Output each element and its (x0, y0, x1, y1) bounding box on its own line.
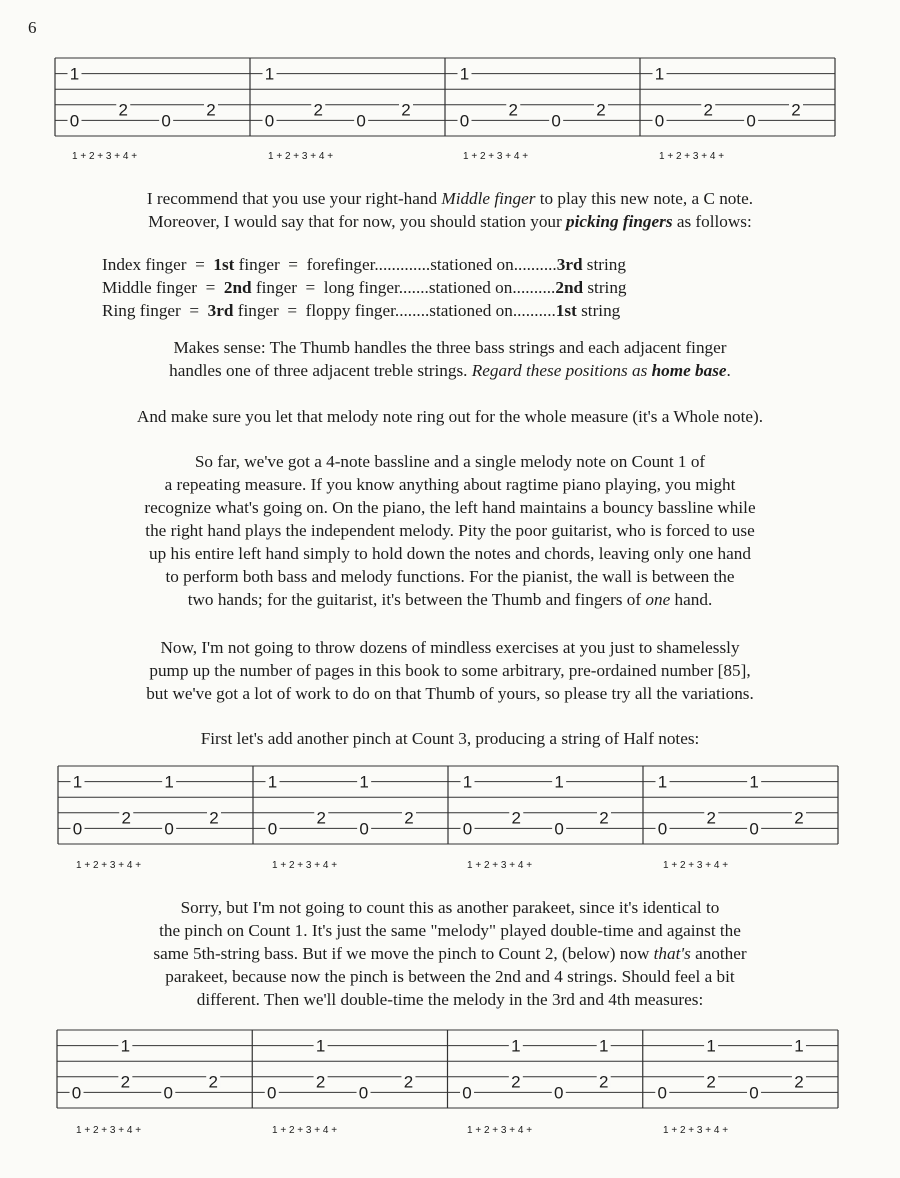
tab-fret-number: 1 (120, 1036, 131, 1056)
tab-fret-number: 1 (511, 1036, 521, 1056)
makes-sense-paragraph: Makes sense: The Thumb handles the three bass strings and each adjacent finger handles one of three adjacent treble strings. Regard these positions as home base. (169, 338, 731, 380)
tab-fret-number: 1 (164, 772, 174, 792)
tab-fret-number: 1 (359, 772, 369, 792)
tab-fret-number: 2 (118, 100, 128, 120)
tab-fret-number: 2 (706, 808, 716, 828)
tab-fret-number: 0 (654, 111, 665, 131)
count-label: 1 + 2 + 3 + 4 + (467, 860, 533, 871)
tab-fret-number: 2 (794, 808, 804, 828)
tab-fret-number: 1 (598, 1036, 609, 1056)
tab-fret-number: 2 (208, 1072, 218, 1092)
tab-fret-number: 2 (703, 100, 713, 120)
tab-fret-number: 2 (316, 808, 326, 828)
count-label: 1 + 2 + 3 + 4 + (659, 151, 725, 162)
count-label: 1 + 2 + 3 + 4 + (76, 860, 142, 871)
tab-fret-number: 2 (401, 100, 411, 120)
tab-fret-number: 0 (657, 819, 668, 839)
tab-fret-number: 0 (161, 111, 171, 131)
tab-fret-number: 1 (749, 772, 759, 792)
tab-fret-number: 1 (794, 1036, 804, 1056)
so-far-paragraph: So far, we've got a 4-note bassline and a single melody note on Count 1 of a repeating measure. If you know anything about ragtime piano playing, you might recognize what's going on. On the piano, the left hand maintains a bouncy bassline while the right hand plays the independent melody. Pity the poor guitarist, who is forced to use up his entire left hand simply to hold down the notes and chords, leaving only one hand to perform both bass and melody functions. For the pianist, the wall is between the two hands; for the guitarist, it's between the Thumb and fingers of one hand. (144, 452, 756, 609)
tab-fret-number: 1 (267, 772, 278, 792)
tab-fret-number: 2 (511, 1072, 521, 1092)
text: Moreover, I would say that for now, you should station your (148, 212, 567, 231)
tab-fret-number: 2 (706, 1072, 716, 1092)
count-label: 1 + 2 + 3 + 4 + (272, 1125, 338, 1136)
count-row-1 (0, 151, 900, 167)
count-label: 1 + 2 + 3 + 4 + (663, 1125, 729, 1136)
tab-fret-number: 0 (69, 111, 80, 131)
tab-fret-number: 2 (120, 1072, 131, 1092)
finger-row: Middle finger = 2nd finger = long finger.......stationed on..........2nd string (102, 278, 627, 297)
tab-fret-number: 0 (264, 111, 275, 131)
ring-out-paragraph: And make sure you let that melody note ring out for the whole measure (it's a Whole note). (136, 407, 764, 426)
tab-fret-number: 0 (551, 111, 561, 131)
tab-fret-number: 2 (508, 100, 518, 120)
tab-fret-number: 0 (164, 819, 174, 839)
tab-fret-number: 2 (598, 1072, 609, 1092)
tab-fret-number: 0 (462, 1083, 472, 1103)
tab-fret-number: 2 (791, 100, 801, 120)
tab-fret-number: 0 (749, 819, 759, 839)
tab-fret-number: 0 (554, 819, 564, 839)
tab-fret-number: 0 (71, 1083, 82, 1103)
tab-fret-number: 0 (356, 111, 366, 131)
tab-fret-number: 0 (462, 819, 473, 839)
tab-fret-number: 1 (654, 64, 665, 84)
count-label: 1 + 2 + 3 + 4 + (467, 1125, 533, 1136)
emphasis: Middle finger (441, 189, 536, 208)
tab-staff-2-svg (0, 766, 900, 848)
count-row-3 (0, 1125, 900, 1141)
page-number: 6 (28, 18, 37, 37)
count-label: 1 + 2 + 3 + 4 + (268, 151, 334, 162)
now-paragraph: Now, I'm not going to throw dozens of mindless exercises at you just to shamelessly pump up the number of pages in this book to some arbitrary, pre-ordained number [85], but we've got a lot of work to do on that Thumb of yours, so please try all the variations. (146, 638, 754, 703)
count-label: 1 + 2 + 3 + 4 + (272, 860, 338, 871)
tab-fret-number: 2 (209, 808, 219, 828)
tab-fret-number: 0 (657, 1083, 668, 1103)
count-row-2 (0, 860, 900, 876)
tab-fret-number: 0 (358, 1083, 369, 1103)
first-let-paragraph: First let's add another pinch at Count 3, producing a string of Half notes: (200, 729, 700, 748)
count-label: 1 + 2 + 3 + 4 + (463, 151, 529, 162)
sorry-paragraph: Sorry, but I'm not going to count this as another parakeet, since it's identical to the pinch on Count 1. It's just the same "melody" played double-time and against the same 5th-string bass. But if we move the pinch to Count 2, (below) now that's another parakeet, because now the pinch is between the 2nd and 4 strings. Should feel a bit different. Then we'll double-time the melody in the 3rd and 4th measures: (153, 898, 747, 1009)
tab-fret-number: 0 (749, 1083, 759, 1103)
tab-fret-number: 1 (462, 772, 473, 792)
tab-fret-number: 0 (459, 111, 470, 131)
tab-staff-1 (0, 58, 900, 140)
tab-fret-number: 1 (264, 64, 275, 84)
tab-fret-number: 1 (554, 772, 564, 792)
tab-fret-number: 2 (511, 808, 521, 828)
tab-fret-number: 0 (359, 819, 369, 839)
tab-fret-number: 1 (72, 772, 83, 792)
count-label: 1 + 2 + 3 + 4 + (72, 151, 138, 162)
tab-staff-2 (0, 766, 900, 848)
tab-fret-number: 2 (404, 808, 414, 828)
tab-fret-number: 1 (459, 64, 470, 84)
tab-fret-number: 1 (657, 772, 668, 792)
emphasis: picking fingers (566, 212, 673, 231)
intro-paragraph (40, 187, 860, 233)
tab-fret-number: 0 (72, 819, 83, 839)
tab-fret-number: 0 (267, 819, 278, 839)
finger-row: Index finger = 1st finger = forefinger.............stationed on..........3rd string (102, 255, 626, 274)
tab-fret-number: 2 (403, 1072, 414, 1092)
tab-fret-number: 0 (163, 1083, 174, 1103)
tab-fret-number: 1 (706, 1036, 716, 1056)
tab-fret-number: 2 (599, 808, 609, 828)
finger-row: Ring finger = 3rd finger = floppy finger........stationed on..........1st string (102, 301, 621, 320)
tab-fret-number: 1 (315, 1036, 326, 1056)
tab-fret-number: 2 (596, 100, 606, 120)
tab-fret-number: 2 (313, 100, 323, 120)
tab-fret-number: 2 (206, 100, 216, 120)
tab-fret-number: 0 (267, 1083, 277, 1103)
tab-staff-3 (0, 1030, 900, 1112)
tab-fret-number: 0 (746, 111, 756, 131)
count-label: 1 + 2 + 3 + 4 + (663, 860, 729, 871)
count-label: 1 + 2 + 3 + 4 + (76, 1125, 142, 1136)
tab-fret-number: 2 (794, 1072, 804, 1092)
text: I recommend that you use your right-hand (146, 189, 442, 208)
text: as follows: (672, 212, 752, 231)
tab-staff-1-svg (0, 58, 900, 140)
tab-fret-number: 0 (554, 1083, 564, 1103)
tab-fret-number: 1 (69, 64, 80, 84)
tab-staff-3-svg (0, 1030, 900, 1112)
tab-fret-number: 2 (315, 1072, 326, 1092)
tab-fret-number: 2 (121, 808, 131, 828)
text: to play this new note, a C note. (535, 189, 754, 208)
